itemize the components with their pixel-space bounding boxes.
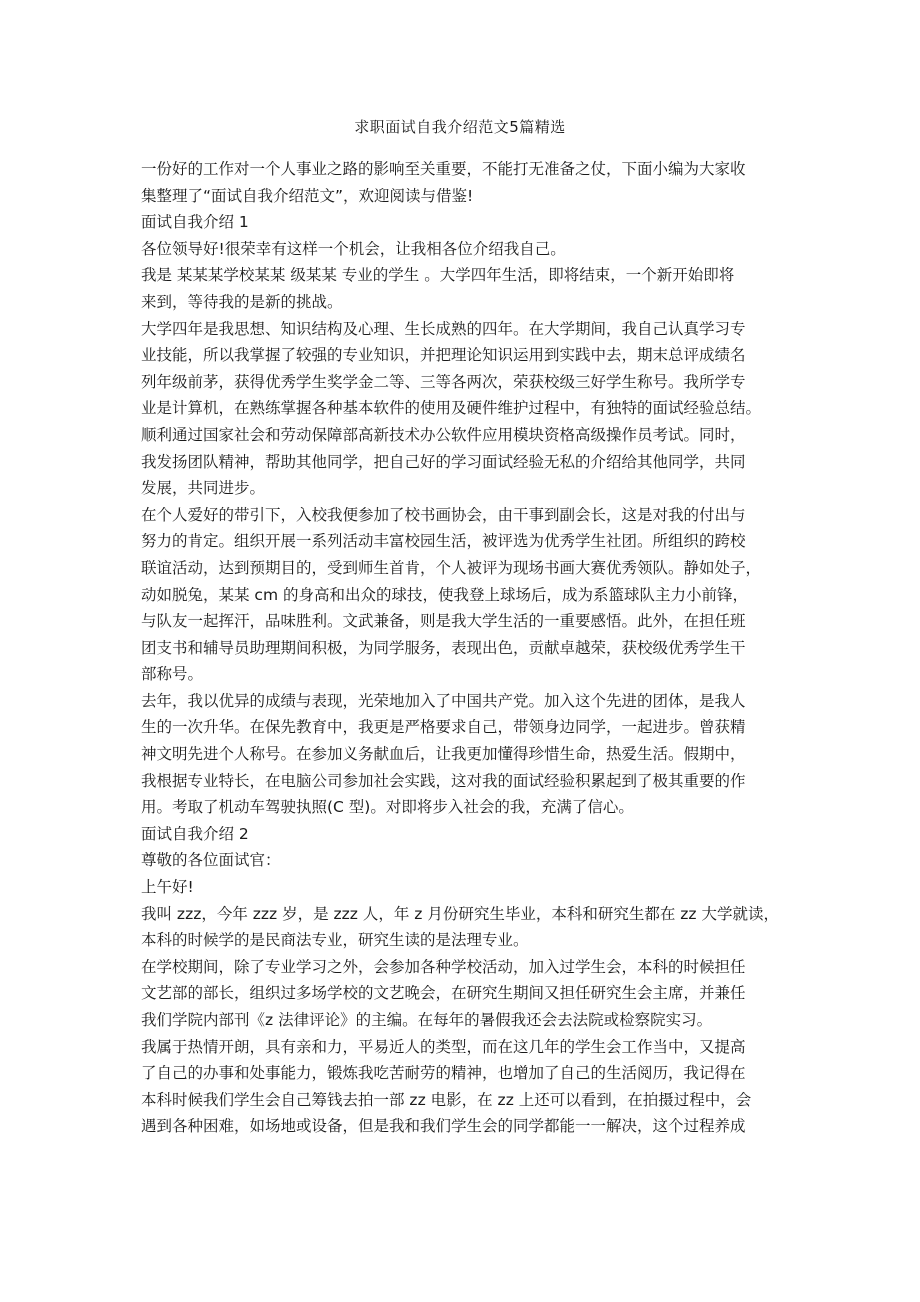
text-line: 神文明先进个人称号。在参加义务献血后，让我更加懂得珍惜生命，热爱生活。假期中， (141, 745, 746, 764)
text-line: 在学校期间，除了专业学习之外，会参加各种学校活动，加入过学生会，本科的时候担任 (141, 957, 746, 976)
text-line: 我发扬团队精神，帮助其他同学，把自己好的学习面试经验无私的介绍给其他同学，共同 (141, 452, 746, 471)
text-line: 本科的时候学的是民商法专业，研究生读的是法理专业。 (141, 931, 529, 950)
text-line: 部称号。 (141, 665, 204, 684)
text-line: 顺利通过国家社会和劳动保障部高新技术办公软件应用模块资格高级操作员考试。同时， (141, 425, 746, 444)
text-line: 业是计算机，在熟练掌握各种基本软件的使用及硬件维护过程中，有独特的面试经验总结。 (141, 399, 762, 418)
text-line: 联谊活动，达到预期目的，受到师生首肯，个人被评为现场书画大赛优秀领队。静如处子， (141, 558, 762, 577)
document-title: 求职面试自我介绍范文5篇精选 (354, 118, 566, 136)
text-line: 用。考取了机动车驾驶执照(C 型)。对即将步入社会的我，充满了信心。 (141, 798, 634, 817)
text-line: 与队友一起挥汗，品味胜利。文武兼备，则是我大学生活的一重要感悟。此外，在担任班 (141, 612, 746, 631)
text-line: 本科时候我们学生会自己筹钱去拍一部 zz 电影，在 zz 上还可以看到，在拍摄过程中，会 (141, 1090, 752, 1109)
text-line: 去年，我以优异的成绩与表现，光荣地加入了中国共产党。加入这个先进的团体，是我人 (141, 691, 746, 710)
text-line: 大学四年是我思想、知识结构及心理、生长成熟的四年。在大学期间，我自己认真学习专 (141, 319, 746, 338)
text-line: 我根据专业特长，在电脑公司参加社会实践，这对我的面试经验积累起到了极其重要的作 (141, 771, 746, 790)
text-line: 面试自我介绍 1 (141, 213, 249, 232)
text-line: 发展，共同进步。 (141, 479, 266, 498)
text-line: 了自己的办事和处事能力，锻炼我吃苦耐劳的精神，也增加了自己的生活阅历，我记得在 (141, 1064, 746, 1083)
text-line: 列年级前茅，获得优秀学生奖学金二等、三等各两次，荣获校级三好学生称号。我所学专 (141, 372, 746, 391)
document-body (141, 156, 781, 1140)
text-line: 我属于热情开朗，具有亲和力，平易近人的类型，而在这几年的学生会工作当中，又提高 (141, 1037, 746, 1056)
text-line: 尊敬的各位面试官： (141, 851, 281, 870)
text-line: 一份好的工作对一个人事业之路的影响至关重要，不能打无准备之仗，下面小编为大家收 (141, 160, 746, 178)
text-line: 各位领导好!很荣幸有这样一个机会，让我相各位介绍我自己。 (141, 239, 566, 258)
text-line: 动如脱兔，某某 cm 的身高和出众的球技，使我登上球场后，成为系篮球队主力小前锋， (141, 585, 748, 604)
text-line: 团支书和辅导员助理期间积极，为同学服务，表现出色，贡献卓越荣，获校级优秀学生干 (141, 638, 746, 657)
text-line: 来到，等待我的是新的挑战。 (141, 292, 343, 311)
text-line: 业技能，所以我掌握了较强的专业知识，并把理论知识运用到实践中去，期末总评成绩名 (141, 346, 746, 365)
text-line: 面试自我介绍 2 (141, 824, 249, 843)
text-line: 在个人爱好的带引下，入校我便参加了校书画协会，由干事到副会长，这是对我的付出与 (141, 505, 746, 524)
text-line: 我们学院内部刊《z 法律评论》的主编。在每年的暑假我还会去法院或检察院实习。 (141, 1011, 713, 1029)
text-line: 上午好! (141, 878, 194, 897)
text-line: 文艺部的部长，组织过多场学校的文艺晚会，在研究生期间又担任研究生会主席，并兼任 (141, 984, 746, 1003)
text-line: 生的一次升华。在保先教育中，我更是严格要求自己，带领身边同学，一起进步。曾获精 (141, 718, 746, 737)
text-line: 集整理了“面试自我介绍范文”，欢迎阅读与借鉴! (141, 186, 474, 205)
text-line: 遇到各种困难，如场地或设备，但是我和我们学生会的同学都能一一解决，这个过程养成 (141, 1117, 746, 1136)
text-line: 我叫 zzz，今年 zzz 岁，是 zzz 人，年 z 月份研究生毕业，本科和研究生都在 zz 大学就读， (141, 904, 779, 923)
text-line: 我是 某某某学校某某 级某某 专业的学生 。大学四年生活，即将结束，一个新开始即将 (141, 266, 735, 285)
text-line: 努力的肯定。组织开展一系列活动丰富校园生活，被评选为优秀学生社团。所组织的跨校 (141, 532, 746, 551)
